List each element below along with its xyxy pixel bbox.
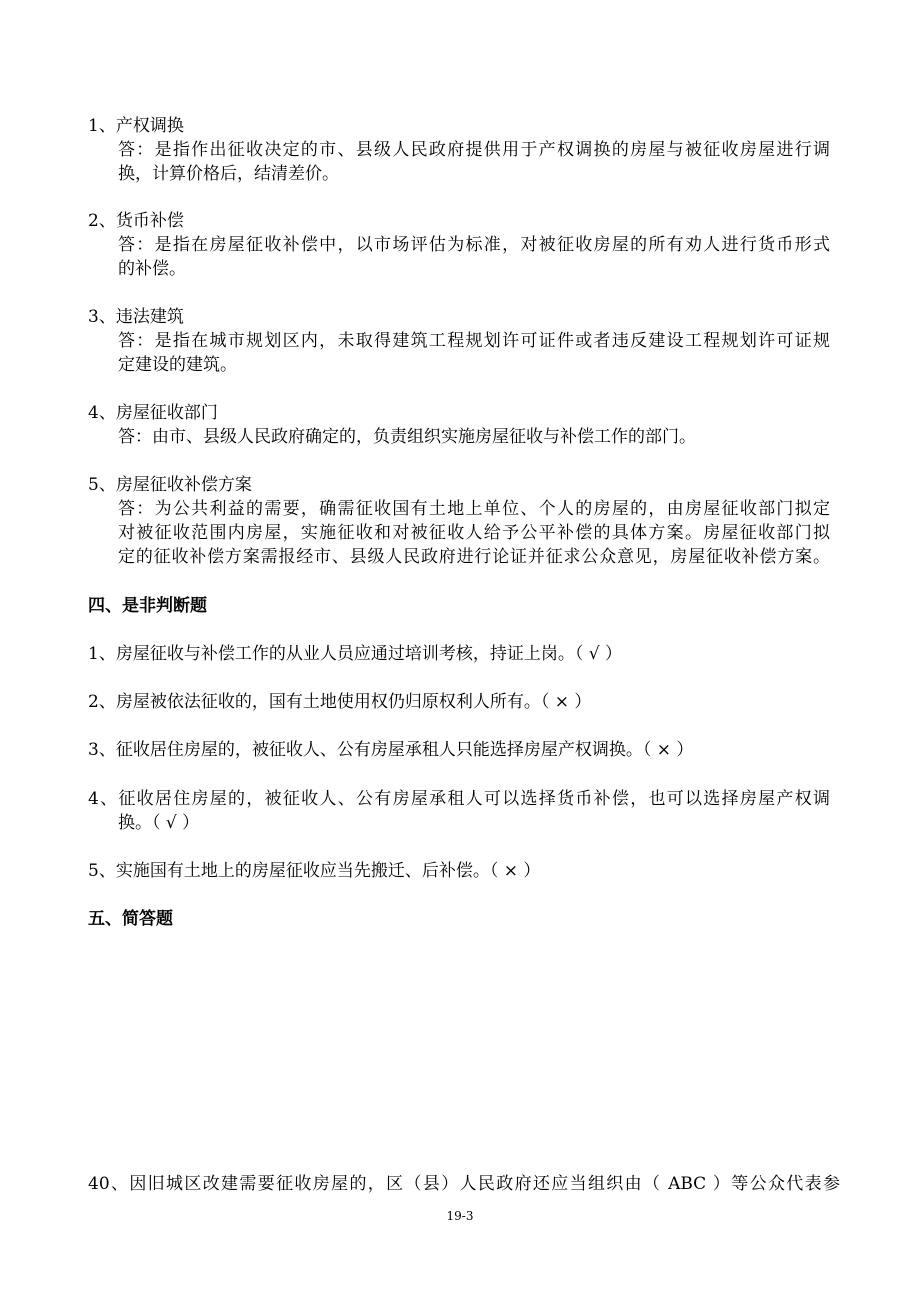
definition-answer-1-line-2: 换，计算价格后，结清差价。 (118, 164, 339, 184)
definition-answer-5-line-2: 对被征收范围内房屋，实施征收和对被征收人给予公平补偿的具体方案。房屋征收部门拟 (118, 523, 830, 543)
definition-term-1: 1、产权调换 (88, 116, 184, 136)
judgment-item-1: 1、房屋征收与补偿工作的从业人员应通过培训考核，持证上岗。（ √ ） (88, 644, 622, 664)
judgment-item-4-line-2: 换。（ √ ） (118, 813, 200, 833)
definition-answer-5-line-1: 答：为公共利益的需要，确需征收国有土地上单位、个人的房屋的，由房屋征收部门拟定 (118, 499, 830, 519)
definition-answer-1-line-1: 答：是指作出征收决定的市、县级人民政府提供用于产权调换的房屋与被征收房屋进行调 (118, 140, 830, 160)
definition-answer-3-line-1: 答：是指在城市规划区内，未取得建筑工程规划许可证件或者违反建设工程规划许可证规 (118, 331, 830, 351)
definition-answer-2-line-2: 的补偿。 (118, 259, 186, 279)
section-5-heading: 五、简答题 (88, 909, 173, 929)
definition-term-5: 5、房屋征收补偿方案 (88, 475, 252, 495)
page-number: 19-3 (446, 1209, 474, 1223)
judgment-item-5: 5、实施国有土地上的房屋征收应当先搬迁、后补偿。（ × ） (88, 861, 541, 881)
definition-term-3: 3、违法建筑 (88, 307, 184, 327)
judgment-item-2: 2、房屋被依法征收的，国有土地使用权仍归原权利人所有。（ × ） (88, 692, 592, 712)
judgment-item-4-line-1: 4、征收居住房屋的，被征收人、公有房屋承租人可以选择货币补偿，也可以选择房屋产权调 (88, 789, 830, 809)
definition-answer-2-line-1: 答：是指在房屋征收补偿中，以市场评估为标准，对被征收房屋的所有劝人进行货币形式 (118, 235, 830, 255)
definition-answer-3-line-2: 定建设的建筑。 (118, 355, 237, 375)
definition-term-2: 2、货币补偿 (88, 211, 184, 231)
question-40-line: 40、因旧城区改建需要征收房屋的，区（县）人民政府还应当组织由（ ABC ）等公众代表参 (88, 1174, 840, 1194)
judgment-item-3: 3、征收居住房屋的，被征收人、公有房屋承租人只能选择房屋产权调换。（ × ） (88, 740, 694, 760)
definition-term-4: 4、房屋征收部门 (88, 403, 218, 423)
definition-answer-4-line-1: 答：由市、县级人民政府确定的，负责组织实施房屋征收与补偿工作的部门。 (118, 427, 696, 447)
section-4-heading: 四、是非判断题 (88, 596, 207, 616)
definition-answer-5-line-3: 定的征收补偿方案需报经市、县级人民政府进行论证并征求公众意见，房屋征收补偿方案。 (118, 547, 830, 567)
